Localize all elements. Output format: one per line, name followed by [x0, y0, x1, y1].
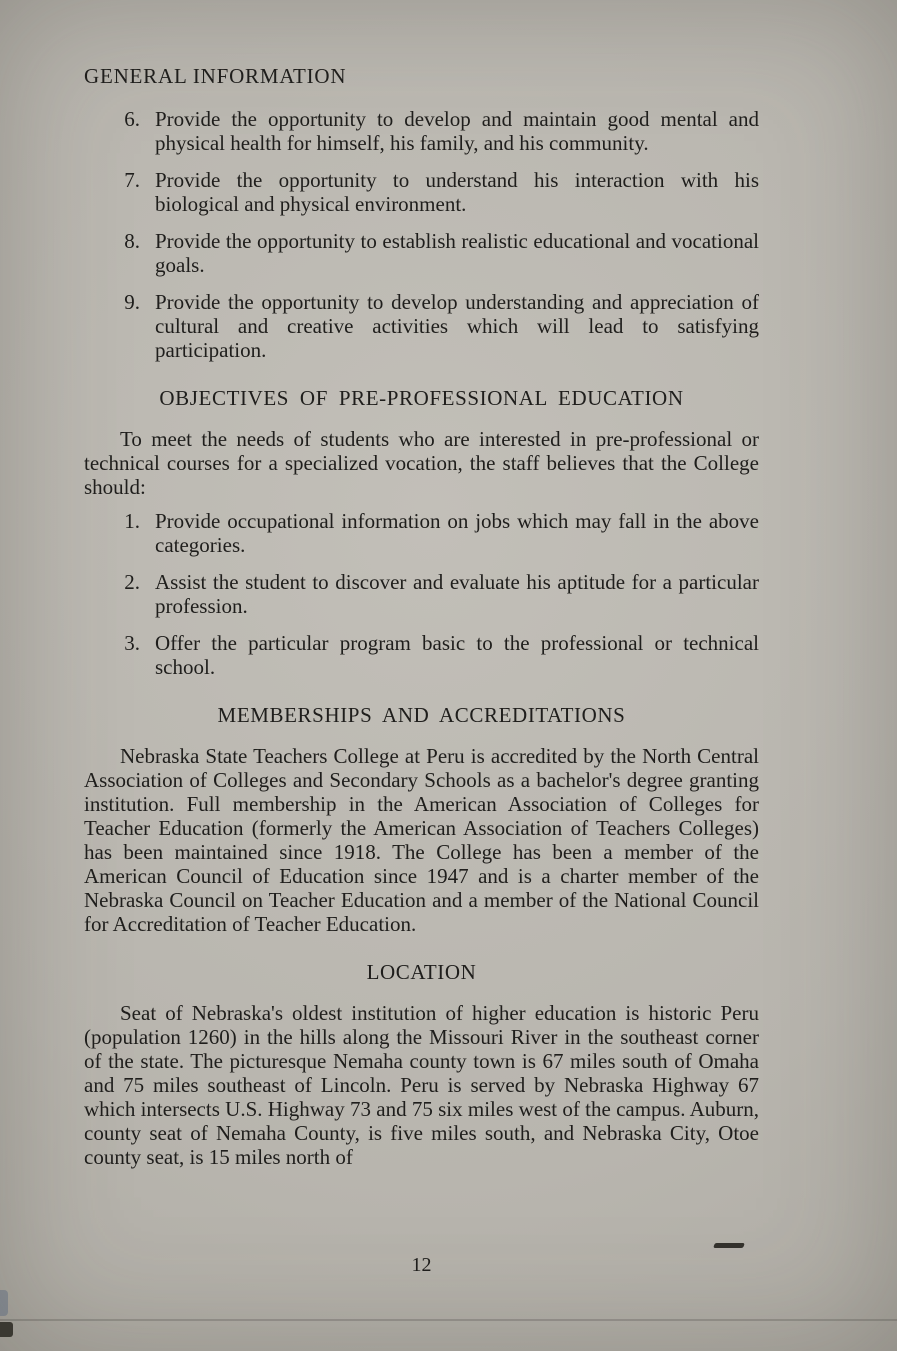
list-item: [84, 168, 759, 216]
list-item-text: Provide the opportunity to understand his interaction with his biological and physical environment.: [155, 168, 759, 216]
list-item-number: 3.: [124, 631, 140, 655]
list-item-text: Offer the particular program basic to the professional or technical school.: [155, 631, 759, 679]
section-heading-memberships: MEMBERSHIPS AND ACCREDITATIONS: [217, 703, 626, 727]
list-item-text: Provide the opportunity to develop and maintain good mental and physical health for himself, his family, and his community.: [155, 107, 759, 155]
list-item-number: 2.: [124, 570, 140, 594]
page-number: 12: [411, 1254, 432, 1276]
list-item-text: Assist the student to discover and evaluate his aptitude for a particular profession.: [155, 570, 759, 618]
list-item-number: 6.: [124, 107, 140, 131]
list-item: [84, 107, 759, 155]
scan-bottom-rule: [0, 1319, 897, 1321]
list-item: [84, 631, 759, 679]
list-item-text: Provide the opportunity to develop understanding and appreciation of cultural and creative activities which will lead to satisfying participation.: [155, 290, 759, 362]
scan-underline-mark: [713, 1243, 745, 1248]
list-item-number: 8.: [124, 229, 140, 253]
list-item: [84, 509, 759, 557]
general-objectives-list: [84, 107, 759, 362]
list-item: [84, 570, 759, 618]
scan-corner-mark: [0, 1322, 13, 1337]
scan-edge-smudge: [0, 1290, 8, 1316]
list-item-text: Provide the opportunity to establish realistic educational and vocational goals.: [155, 229, 759, 277]
page-header: GENERAL INFORMATION: [84, 64, 347, 88]
list-item-number: 9.: [124, 290, 140, 314]
list-item-number: 7.: [124, 168, 140, 192]
list-item: [84, 290, 759, 362]
list-item: [84, 229, 759, 277]
memberships-paragraph: Nebraska State Teachers College at Peru is accredited by the North Central Association of Colleges and Secondary Schools as a bachelor's degree granting institution. Full membership in the American Association of Colleges for Teacher Education (formerly the American Association of Teachers Colleges) has been maintained since 1918. The College has been a member of the American Council of Education since 1947 and is a charter member of the Nebraska Council on Teacher Education and a member of the National Council for Accreditation of Teacher Education.: [84, 744, 759, 936]
pre-professional-intro: To meet the needs of students who are interested in pre-professional or technical courses for a specialized vocation, the staff believes that the College should:: [84, 427, 759, 499]
pre-professional-list: [84, 509, 759, 679]
list-item-text: Provide occupational information on jobs which may fall in the above categories.: [155, 509, 759, 557]
location-paragraph: Seat of Nebraska's oldest institution of higher education is historic Peru (population 1260) in the hills along the Missouri River in the southeast corner of the state. The picturesque Nemaha county town is 67 miles south of Omaha and 75 miles southeast of Lincoln. Peru is served by Nebraska Highway 67 which intersects U.S. Highway 73 and 75 six miles west of the campus. Auburn, county seat of Nemaha County, is five miles south, and Nebraska City, Otoe county seat, is 15 miles north of: [84, 1001, 759, 1169]
list-item-number: 1.: [124, 509, 140, 533]
section-heading-pre-professional: OBJECTIVES OF PRE-PROFESSIONAL EDUCATION: [159, 386, 684, 410]
section-heading-location: LOCATION: [366, 960, 477, 984]
